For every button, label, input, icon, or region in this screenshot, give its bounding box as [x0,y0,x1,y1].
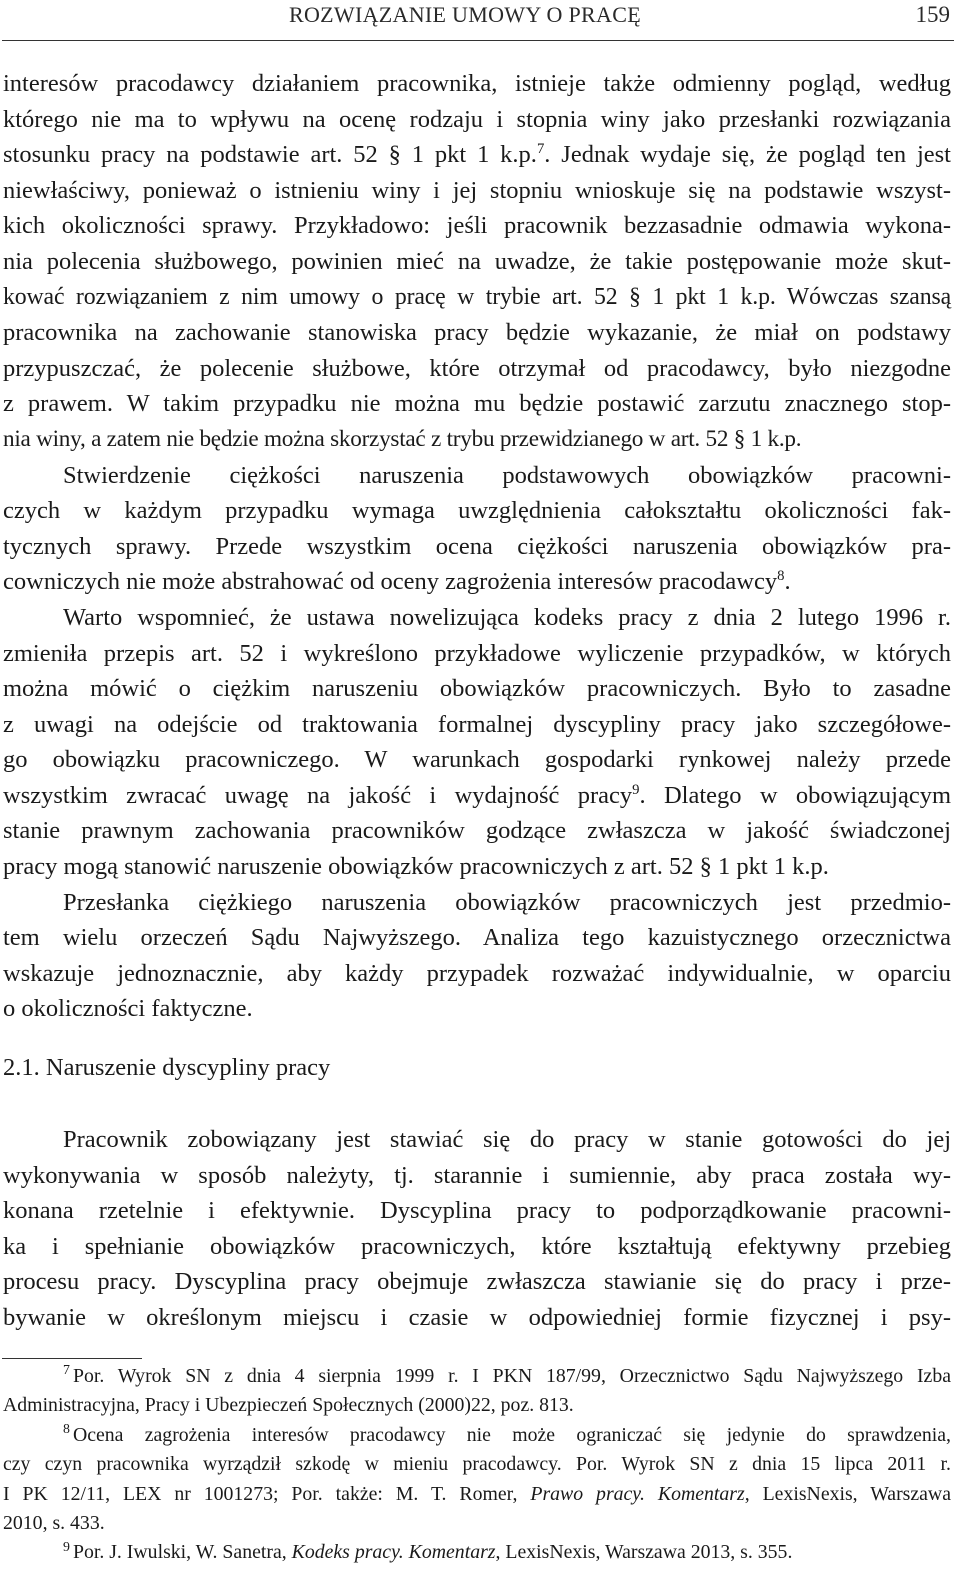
body-line: cowniczych nie może abstrahować od oceny zagrożenia interesów pracodawcy$^8$. [3,568,791,596]
body-line: Przesłanka ciężkiego naruszenia obowiązków pracowniczych jest przedmio- [63,888,951,916]
footnote-text: , LexisNexis, Warszawa [744,1482,951,1505]
body-line: z uwagi na odejście od traktowania formalnej dyscypliny pracy jako szczegółowe- [3,710,951,738]
body-line: Stwierdzenie ciężkości naruszenia podstawowych obowiązków pracowni- [63,461,951,489]
body-line: interesów pracodawcy działaniem pracownika, istnieje także odmienny pogląd, według [3,70,951,97]
footnote-line: czy czyn pracownika wyrządził szkodę w mieniu pracodawcy. Por. Wyrok SN z dnia 15 lipca 2011 r. [3,1453,951,1476]
header-rule [2,40,954,41]
body-line: wskazuje jednoznacznie, aby każdy przypadek rozważać indywidualnie, w oparciu [3,959,951,987]
body-line: pracownika na zachowanie stanowiska pracy będzie wykazanie, że miał on podstawy [3,319,951,347]
footnote-line: Administracyjna, Pracy i Ubezpieczeń Społecznych (2000)22, poz. 813. [3,1394,574,1417]
body-line: tycznych sprawy. Przede wszystkim ocena ciężkości naruszenia obowiązków pra- [3,532,951,560]
footnote-text: Por. Wyrok SN z dnia 4 sierpnia 1999 r. I PKN 187/99, Orzecznictwo Sądu Najwyższego Izba [72,1365,951,1387]
body-line: bywanie w określonym miejscu i czasie w odpowiedniej formie fizycznej i psy- [3,1303,951,1331]
body-line: przypuszczać, że polecenie służbowe, które otrzymał od pracodawcy, było niezgodne [3,354,951,382]
body-line: o okoliczności faktyczne. [3,995,253,1023]
body-text [3,66,951,1027]
body-line: niewłaściwy, ponieważ o istnieniu winy i jej stopniu wnioskuje się na podstawie wszyst- [3,176,951,204]
page-number: 159 [915,2,950,27]
footnote-line: 2010, s. 433. [3,1511,105,1534]
body-line: go obowiązku pracowniczego. W warunkach gospodarki rynkowej należy przede [3,746,951,774]
section-body-text [3,1122,951,1336]
body-line: z prawem. W takim przypadku nie można mu będzie postawić zarzutu znacznego stop- [3,390,951,418]
footnote-ref: 9 [632,781,640,798]
body-line: kować rozwiązaniem z nim umowy o pracę w trybie art. 52 § 1 pkt 1 k.p. Wówczas szansą [3,283,951,310]
body-line: Warto wspomnieć, że ustawa nowelizująca kodeks pracy z dnia 2 lutego 1996 r. [63,603,951,631]
running-header [0,0,960,44]
body-line: można mówić o ciężkim naruszeniu obowiązków pracowniczych. Było to zasadne [3,675,951,703]
text-span: Dlatego w obowiązującym [663,781,952,809]
body-line: stanie prawnym zachowania pracowników godzące zwłaszcza w jakość świadczonej [3,817,951,845]
footnote-text: Por. J. Iwulski, W. Sanetra, [72,1541,292,1564]
footnotes [3,1362,951,1568]
footnote-text: Ocena zagrożenia interesów pracodawcy nie może ograniczać się jedynie do sprawdzenia, [72,1423,951,1446]
body-line: tem wielu orzeczeń Sądu Najwyższego. Analiza tego kazuistycznego orzecznictwa [3,924,951,952]
book-title: Kodeks pracy. Komentarz [291,1541,496,1564]
body-line: pracy mogą stanowić naruszenie obowiązków pracowniczych z art. 52 § 1 pkt 1 k.p. [3,853,829,881]
footnote-separator [2,1358,142,1359]
footnote-number: 7 [63,1362,70,1378]
text-span: stosunku pracy na podstawie art. 52 § 1 pkt 1 k.p. [3,141,537,169]
footnote-ref: 7 [536,141,545,158]
body-line: kich okoliczności sprawy. Przykładowo: jeśli pracownik bezzasadnie odmawia wykona- [3,212,951,240]
footnote-number: 8 [63,1421,70,1437]
footnote-ref: 8 [777,568,785,585]
chapter-title: ROZWIĄZANIE UMOWY O PRACĘ [289,2,641,27]
book-title: Prawo pracy. Komentarz [530,1482,745,1505]
section-heading: 2.1. Naruszenie dyscypliny pracy [3,1054,331,1081]
footnote-number: 9 [63,1538,70,1554]
footnote-text: , LexisNexis, Warszawa 2013, s. 355. [495,1541,793,1564]
body-line: Pracownik zobowiązany jest stawiać się do pracy w stanie gotowości do jej [63,1126,951,1153]
body-line: nia winy, a zatem nie będzie można skorzystać z trybu przewidzianego w art. 52 § 1 k.p. [3,425,802,452]
body-line: zmieniła przepis art. 52 i wykreślono przykładowe wyliczenie przypadków, w których [3,639,951,667]
body-line: procesu pracy. Dyscyplina pracy obejmuje zwłaszcza stawianie się do pracy i prze- [3,1268,951,1296]
text-span: cowniczych nie może abstrahować od oceny zagrożenia interesów pracodawcy [3,568,778,596]
text-span: Jednak wydaje się, że pogląd ten jest [561,141,951,169]
body-line: którego nie ma to wpływu na ocenę rodzaju i stopnia winy jako przesłanki rozwiązania [3,105,951,133]
text-span: wszystkim zwracać uwagę na jakość i wydajność pracy [3,781,633,809]
body-line: wszystkim zwracać uwagę na jakość i wydajność pracy$^9$. Dlatego w obowiązującym [3,781,952,809]
footnote-8 [3,1421,951,1450]
body-line: ka i spełnianie obowiązków pracowniczych, które kształtują efektywny przebieg [3,1232,951,1260]
footnote-text: I PK 12/11, LEX nr 1001273; Por. także: M. T. Romer, [3,1482,531,1505]
body-line: czych w każdym przypadku wymaga uwzględnienia całokształtu okoliczności fak- [3,497,951,525]
body-line: wykonywania w sposób należyty, tj. starannie i sumiennie, aby praca została wy- [3,1161,951,1189]
body-line: stosunku pracy na podstawie art. 52 § 1 pkt 1 k.p.$^7$. Jednak wydaje się, że pogląd ten jest [3,141,951,169]
footnote-7 [3,1362,951,1391]
body-line: konana rzetelnie i efektywnie. Dyscyplina pracy to podporządkowanie pracowni- [3,1197,951,1225]
footnote-9 [3,1538,951,1567]
footnote-line [3,1480,951,1509]
body-line: nia polecenia służbowego, powinien mieć na uwadze, że takie postępowanie może skut- [3,247,951,275]
